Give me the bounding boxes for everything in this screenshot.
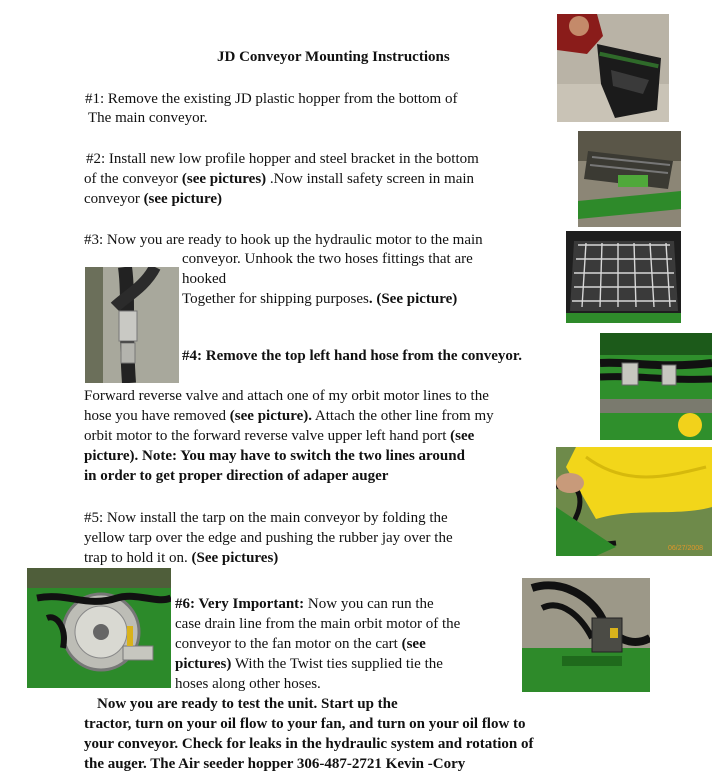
step5-text: trap to hold it on. bbox=[84, 550, 192, 566]
step4-line3 bbox=[84, 426, 474, 446]
step4-text: Attach the other line from my bbox=[312, 408, 494, 424]
step3-line3: hooked bbox=[182, 271, 227, 287]
see-picture-ref: (see picture). bbox=[229, 408, 312, 424]
step2-text: conveyor bbox=[84, 191, 144, 207]
step5-line3 bbox=[84, 548, 278, 568]
step4-line2 bbox=[84, 406, 494, 426]
step5-line1: #5: Now install the tarp on the main conveyor by folding the bbox=[84, 510, 448, 526]
step4-heading: #4: Remove the top left hand hose from the conveyor. bbox=[182, 348, 522, 364]
see-picture-ref: (see picture) bbox=[143, 191, 223, 207]
photo-date-stamp: 06/27/2008 bbox=[668, 545, 704, 552]
step1-line2: The main conveyor. bbox=[88, 110, 208, 126]
step2-line2 bbox=[84, 169, 474, 189]
step2-text: of the conveyor bbox=[84, 171, 182, 187]
step4-line1: Forward reverse valve and attach one of my orbit motor lines to the bbox=[84, 388, 489, 404]
step1-line1: #1: Remove the existing JD plastic hopper from the bottom of bbox=[85, 91, 458, 107]
step6-line1 bbox=[175, 594, 434, 614]
step3-line1: #3: Now you are ready to hook up the hydraulic motor to the main bbox=[84, 232, 483, 248]
step6-line4 bbox=[175, 654, 443, 674]
page-title: JD Conveyor Mounting Instructions bbox=[217, 49, 450, 65]
step6-text: Now you can run the bbox=[304, 596, 434, 612]
see-pictures-ref: (see pictures) bbox=[181, 171, 267, 187]
step2-text: .Now install safety screen in main bbox=[266, 171, 475, 187]
final-line1: Now you are ready to test the unit. Start up the bbox=[97, 696, 398, 712]
photo-orbit-motor bbox=[27, 568, 171, 688]
step3-line4 bbox=[182, 289, 457, 309]
step2-line3 bbox=[84, 189, 222, 209]
photo-fan-motor bbox=[522, 578, 650, 692]
step4-note: picture). Note: You may have to switch the two lines around bbox=[84, 448, 465, 464]
step3-text: Together for shipping purposes bbox=[182, 291, 369, 307]
photo-conveyor-bracket bbox=[578, 131, 681, 227]
photo-valve bbox=[600, 333, 712, 440]
very-important-label: #6: Very Important: bbox=[175, 596, 305, 612]
photo-yellow-tarp bbox=[556, 447, 712, 556]
step6-line3 bbox=[175, 634, 426, 654]
photo-safety-screen bbox=[566, 231, 681, 323]
see-pictures-ref: (see bbox=[401, 636, 426, 652]
step6-text: With the Twist ties supplied tie the bbox=[231, 656, 443, 672]
see-picture-ref: . (See picture) bbox=[368, 291, 458, 307]
step6-text: conveyor to the fan motor on the cart bbox=[175, 636, 402, 652]
step6-line5: hoses along other hoses. bbox=[175, 676, 321, 692]
final-line3: your conveyor. Check for leaks in the hydraulic system and rotation of bbox=[84, 736, 534, 752]
step4-text: orbit motor to the forward reverse valve upper left hand port bbox=[84, 428, 451, 444]
step3-line2: conveyor. Unhook the two hoses fittings that are bbox=[182, 251, 473, 267]
see-pictures-ref: (See pictures) bbox=[191, 550, 279, 566]
see-picture-ref: (see bbox=[450, 428, 475, 444]
step4-text: hose you have removed bbox=[84, 408, 230, 424]
final-line4: the auger. The Air seeder hopper 306-487-2721 Kevin -Cory bbox=[84, 756, 466, 772]
step6-line2: case drain line from the main orbit motor of the bbox=[175, 616, 461, 632]
photo-hopper-install bbox=[557, 14, 669, 122]
step2-line1: #2: Install new low profile hopper and steel bracket in the bottom bbox=[86, 151, 479, 167]
final-line2: tractor, turn on your oil flow to your fan, and turn on your oil flow to bbox=[84, 716, 526, 732]
photo-hose-fittings bbox=[85, 267, 179, 383]
see-pictures-ref: pictures) bbox=[175, 656, 232, 672]
step5-line2: yellow tarp over the edge and pushing the rubber jay over the bbox=[84, 530, 453, 546]
step4-note-cont: in order to get proper direction of adaper auger bbox=[84, 468, 389, 484]
